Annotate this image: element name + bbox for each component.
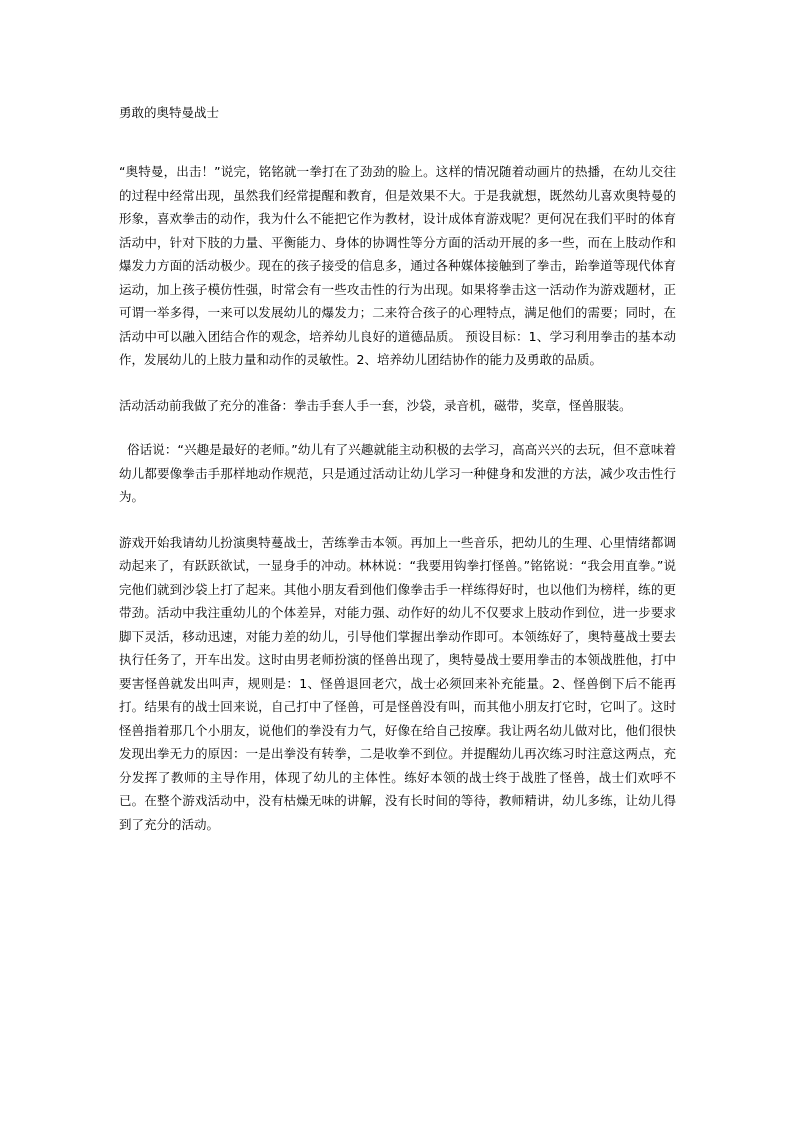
paragraph-intro: “奥特曼，出击！”说完，铭铭就一拳打在了劲劲的脸上。这样的情况随着动画片的热播，在幼儿交往的过程中经常出现，虽然我们经常提醒和教育，但是效果不大。于是我就想，既然幼儿喜欢奥特曼的形象，喜欢拳击的动作，我为什么不能把它作为教材，设计成体育游戏呢？更何况在我们平时的体育活动中，针对下肢的力量、平衡能力、身体的协调性等分方面的活动开展的多一些，而在上肢动作和爆发力方面的活动极少。现在的孩子接受的信息多，通过各种媒体接触到了拳击，跆拳道等现代体育运动，加上孩子模仿性强，时常会有一些攻击性的行为出现。如果将拳击这一活动作为游戏题材，正可谓一举多得，一来可以发展幼儿的爆发力；二来符合孩子的心理特点，满足他们的需要；同时，在活动中可以融入团结合作的观念，培养幼儿良好的道德品质。 预设目标：1、学习利用拳击的基本动作，发展幼儿的上肢力量和动作的灵敏性。2、培养幼儿团结协作的能力及勇敢的品质。 (119, 164, 676, 367)
document-title: 勇敢的奥特曼战士 (119, 105, 220, 120)
document-body (119, 104, 676, 836)
paragraph-interest: 俗话说：“兴趣是最好的老师。”幼儿有了兴趣就能主动积极的去学习，高高兴兴的去玩，但不意味着幼儿都要像拳击手那样地动作规范，只是通过活动让幼儿学习一种健身和发泄的方法，减少攻击性行为。 (119, 442, 676, 504)
paragraph-preparation: 活动活动前我做了充分的准备：拳击手套人手一套，沙袋，录音机，磁带，奖章，怪兽服装。 (119, 397, 632, 413)
paragraph-game-process: 游戏开始我请幼儿扮演奥特蔓战士，苦练拳击本领。再加上一些音乐，把幼儿的生理、心里情绪都调动起来了，有跃跃欲试，一显身手的冲动。林林说：“我要用钩拳打怪兽。”铭铭说：“我会用直拳。”说完他们就到沙袋上打了起来。其他小朋友看到他们像拳击手一样练得好时，也以他们为榜样，练的更带劲。活动中我注重幼儿的个体差异，对能力强、动作好的幼儿不仅要求上肢动作到位，进一步要求脚下灵活，移动迅速，对能力差的幼儿，引导他们掌握出拳动作即可。本领练好了，奥特蔓战士要去执行任务了，开车出发。这时由男老师扮演的怪兽出现了，奥特曼战士要用拳击的本领战胜他，打中要害怪兽就发出叫声，规则是：1、怪兽退回老穴，战士必须回来补充能量。2、怪兽倒下后不能再打。结果有的战士回来说，自己打中了怪兽，可是怪兽没有叫，而其他小朋友打它时，它叫了。这时怪兽指着那几个小朋友，说他们的拳没有力气，好像在给自己按摩。我让两名幼儿做对比，他们很快发现出拳无力的原因：一是出拳没有转拳，二是收拳不到位。并提醒幼儿再次练习时注意这两点，充分发挥了教师的主导作用，体现了幼儿的主体性。练好本领的战士终于战胜了怪兽，战士们欢呼不已。在整个游戏活动中，没有枯燥无味的讲解，没有长时间的等待，教师精讲，幼儿多练，让幼儿得到了充分的活动。 (119, 534, 676, 832)
